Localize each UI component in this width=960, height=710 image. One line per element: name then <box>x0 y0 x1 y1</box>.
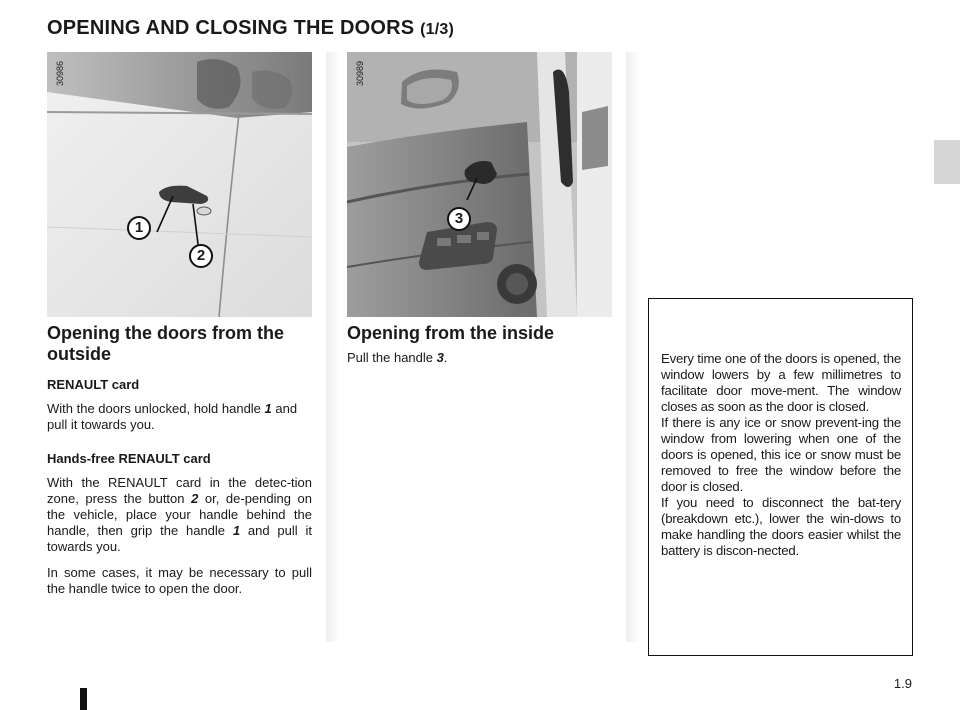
section-heading-inside: Opening from the inside <box>347 323 555 343</box>
note-paragraph: If there is any ice or snow prevent-ing the window from lowering when one of the doors is opened, this ice or snow must be removed to free the window before the door is closed. <box>661 415 901 494</box>
paragraph-card-instructions: With the doors unlocked, hold handle 1 and pull it towards you. <box>47 401 298 432</box>
section-inside-body <box>347 350 612 376</box>
callout-3: 3 <box>447 207 471 231</box>
chapter-tab-marker <box>934 140 960 184</box>
page-title: OPENING AND CLOSING THE DOORS (1/3) <box>47 17 454 39</box>
note-paragraph: Every time one of the doors is opened, the window lowers by a few millimetres to facilitate door move-ment. The window closes as soon as the door is closed. <box>661 351 901 414</box>
page-title-part: (1/3) <box>420 21 454 38</box>
page-number: 1.9 <box>893 676 912 691</box>
ref-handle-3: 3 <box>436 350 444 365</box>
section-outside-body <box>47 377 312 607</box>
column-divider-shadow <box>626 52 640 642</box>
paragraph-pull-handle: Pull the handle 3. <box>347 350 448 365</box>
ref-handle-1: 1 <box>264 401 272 416</box>
interior-door-photo <box>347 52 612 317</box>
figure-code: 30986 <box>55 60 65 86</box>
note-text <box>661 351 901 559</box>
figure-code: 30989 <box>355 60 365 86</box>
paragraph-hands-free-instructions: With the RENAULT card in the detec-tion zone, press the button 2 or, de-pending on the vehicle, place your handle behind the handle, then grip the handle 1 and pull it towards you. <box>47 475 312 554</box>
paragraph-pull-twice: In some cases, it may be necessary to pull the handle twice to open the door. <box>47 565 312 596</box>
exterior-door-photo <box>47 52 312 317</box>
figure-exterior-door-handle <box>47 52 312 317</box>
figure-interior-door-handle <box>347 52 612 317</box>
subheading-renault-card: RENAULT card <box>47 377 140 392</box>
column-divider-shadow <box>326 52 340 642</box>
subheading-hands-free-card: Hands-free RENAULT card <box>47 451 211 466</box>
note-box <box>648 298 913 656</box>
ref-handle-1: 1 <box>232 523 241 538</box>
ref-button-2: 2 <box>191 491 199 506</box>
callout-2: 2 <box>189 244 213 268</box>
crop-mark <box>80 688 87 710</box>
section-heading-outside: Opening the doors from the outside <box>47 323 284 364</box>
note-paragraph: If you need to disconnect the bat-tery (breakdown etc.), lower the win-dows to make handling the doors easier whilst the battery is discon-nected. <box>661 495 901 558</box>
callout-1: 1 <box>127 216 151 240</box>
